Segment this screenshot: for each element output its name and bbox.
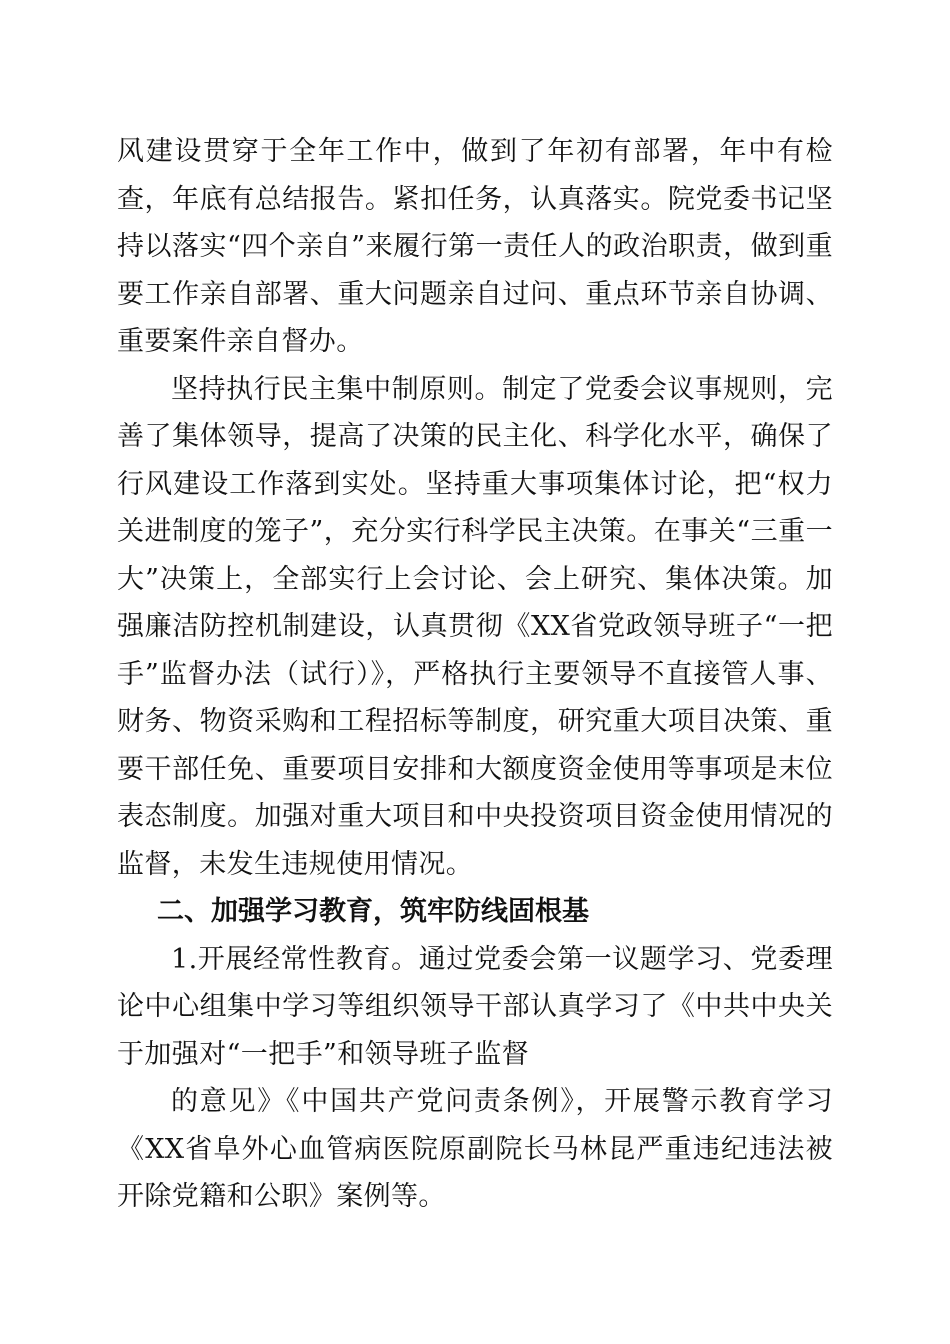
paragraph-4: 的意见》《中国共产党问责条例》，开展警示教育学习《XX省阜外心血管病医院原副院长马林昆严重违纪违法被开除党籍和公职》案例等。 xyxy=(117,1086,833,1212)
section-heading-2: 二、加强学习教育，筑牢防线固根基 xyxy=(157,896,589,927)
paragraph-1: 风建设贯穿于全年工作中，做到了年初有部署，年中有检查，年底有总结报告。紧扣任务，认真落实。院党委书记坚持以落实“四个亲自”来履行第一责任人的政治职责，做到重要工作亲自部署、重大问题亲自过问、重点环节亲自协调、重要案件亲自督办。 xyxy=(117,136,833,357)
paragraph-2: 坚持执行民主集中制原则。制定了党委会议事规则，完善了集体领导，提高了决策的民主化、科学化水平，确保了行风建设工作落到实处。坚持重大事项集体讨论，把“权力关进制度的笼子”，充分实行科学民主决策。在事关“三重一大”决策上，全部实行上会讨论、会上研究、集体决策。加强廉洁防控机制建设，认真贯彻《XX省党政领导班子“一把手”监督办法（试行）》，严格执行主要领导不直接管人事、财务、物资采购和工程招标等制度，研究重大项目决策、重要干部任免、重要项目安排和大额度资金使用等事项是末位表态制度。加强对重大项目和中央投资项目资金使用情况的监督，未发生违规使用情况。 xyxy=(117,373,833,880)
paragraph-3: 1.开展经常性教育。通过党委会第一议题学习、党委理论中心组集中学习等组织领导干部认真学习了《中共中央关于加强对“一把手”和领导班子监督 xyxy=(117,943,833,1070)
document-page xyxy=(117,128,833,1221)
